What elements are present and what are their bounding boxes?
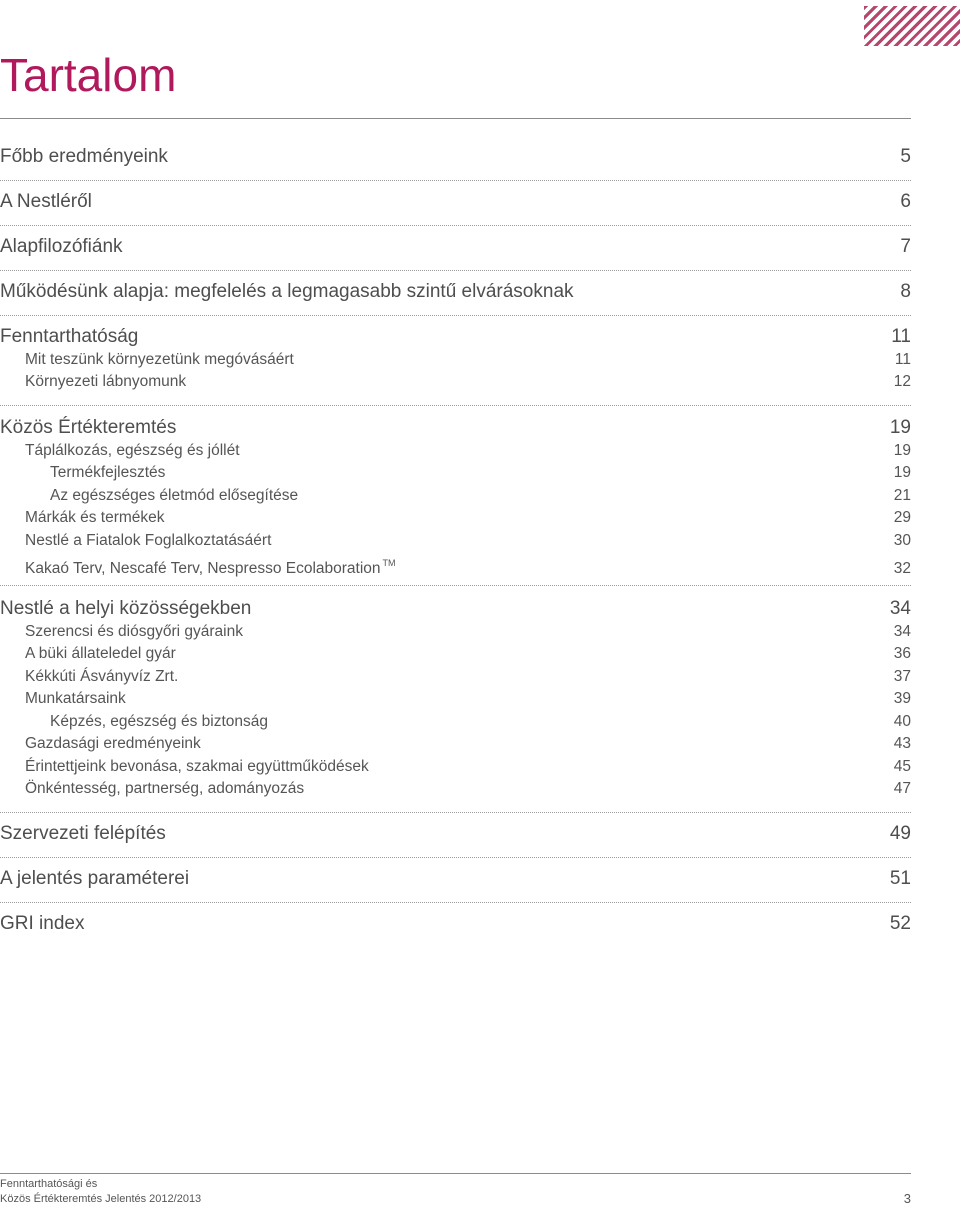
toc-entry[interactable] xyxy=(0,689,911,709)
toc-entry[interactable] xyxy=(0,325,911,349)
toc-entry-title xyxy=(0,912,84,936)
toc-entry-title-text: Mit teszünk környezetünk megóvásáért xyxy=(25,351,294,368)
toc-entry-page-number: 45 xyxy=(893,758,911,775)
footer-line-1: Fenntarthatósági és xyxy=(0,1178,98,1190)
toc-entry-title-text: Közös Értékteremtés xyxy=(0,417,177,438)
toc-entry-title-text: Fenntarthatóság xyxy=(0,326,139,347)
toc-entry-page-number: 32 xyxy=(893,560,911,577)
toc-entry-title xyxy=(50,463,165,483)
toc-entry-page-number: 19 xyxy=(893,464,911,481)
toc-entry-page-number: 11 xyxy=(891,326,911,347)
toc-entry[interactable] xyxy=(0,441,911,461)
toc-entry-title xyxy=(0,190,92,214)
toc-entry[interactable] xyxy=(0,531,911,551)
toc-entry-page-number: 51 xyxy=(889,868,911,889)
toc-entry-title-text: A büki állateledel gyár xyxy=(25,645,176,662)
toc-entry-page-number: 40 xyxy=(893,713,911,730)
toc-entry[interactable] xyxy=(0,145,911,169)
dotted-separator xyxy=(0,902,911,903)
toc-entry-title xyxy=(25,667,178,687)
dotted-separator xyxy=(0,225,911,226)
toc-entry-title xyxy=(25,508,165,528)
toc-entry-title-text: Érintettjeink bevonása, szakmai együttműködések xyxy=(25,758,369,775)
toc-entry-page-number: 52 xyxy=(889,913,911,934)
toc-entry-title xyxy=(25,531,271,551)
toc-entry-title xyxy=(0,867,189,891)
toc-entry-title xyxy=(25,734,201,754)
toc-entry-title-text: Táplálkozás, egészség és jóllét xyxy=(25,442,240,459)
toc-entry-title-text: Munkatársaink xyxy=(25,690,126,707)
toc-entry-title-text: A jelentés paraméterei xyxy=(0,868,190,889)
toc-entry-page-number: 19 xyxy=(893,442,911,459)
toc-entry[interactable] xyxy=(0,280,911,304)
toc-entry[interactable] xyxy=(0,622,911,642)
toc-entry-page-number: 34 xyxy=(893,623,911,640)
toc-entry-title xyxy=(0,416,176,440)
toc-entry-title xyxy=(0,822,166,846)
toc-entry[interactable] xyxy=(0,190,911,214)
toc-entry-title-text: Szervezeti felépítés xyxy=(0,823,166,844)
toc-entry-title-text: GRI index xyxy=(0,913,85,934)
toc-entry-page-number: 6 xyxy=(900,191,911,212)
toc-entry-title xyxy=(25,372,186,392)
toc-entry-page-number: 37 xyxy=(893,668,911,685)
toc-entry-title xyxy=(25,350,294,370)
toc-entry-page-number: 8 xyxy=(900,281,911,302)
toc-entry-title xyxy=(0,325,138,349)
toc-entry[interactable] xyxy=(0,667,911,687)
toc-entry[interactable] xyxy=(0,644,911,664)
toc-entry-page-number: 34 xyxy=(889,598,911,619)
toc-entry-title-text: Kékkúti Ásványvíz Zrt. xyxy=(25,668,179,685)
toc-entry-title-text: Nestlé a helyi közösségekben xyxy=(0,598,252,619)
toc-entry-title-text: Képzés, egészség és biztonság xyxy=(50,713,268,730)
dotted-separator xyxy=(0,585,911,586)
toc-entry-title xyxy=(50,486,298,506)
toc-entry[interactable] xyxy=(0,508,911,528)
toc-entry[interactable] xyxy=(0,822,911,846)
toc-entry-title xyxy=(25,644,176,664)
toc-entry-title-text: Az egészséges életmód elősegítése xyxy=(50,487,299,504)
toc-entry-title xyxy=(0,145,168,169)
toc-entry-title-text: Működésünk alapja: megfelelés a legmagasabb szintű elvárásoknak xyxy=(0,281,574,302)
title-divider xyxy=(0,118,911,119)
toc-entry-title xyxy=(25,441,240,461)
toc-entry[interactable] xyxy=(0,912,911,936)
toc-entry-page-number: 12 xyxy=(893,373,911,390)
footer-line-2: Közös Értékteremtés Jelentés 2012/2013 xyxy=(0,1193,202,1205)
toc-entry-page-number: 11 xyxy=(894,351,911,368)
toc-entry-page-number: 7 xyxy=(900,236,911,257)
toc-entry-title xyxy=(50,712,268,732)
toc-entry-title-text: Alapfilozófiánk xyxy=(0,236,123,257)
toc-entry-title-text: Főbb eredményeink xyxy=(0,146,168,167)
toc-entry-title xyxy=(25,622,243,642)
dotted-separator xyxy=(0,180,911,181)
dotted-separator xyxy=(0,405,911,406)
toc-entry-title-text: Kakaó Terv, Nescafé Terv, Nespresso Ecolaboration xyxy=(25,560,381,577)
toc-entry-title-text: Márkák és termékek xyxy=(25,509,165,526)
toc-entry-title-text: A Nestléről xyxy=(0,191,92,212)
toc-entry-title xyxy=(0,235,123,259)
toc-entry-title xyxy=(0,280,574,304)
toc-entry[interactable] xyxy=(0,597,911,621)
toc-entry-page-number: 21 xyxy=(893,487,911,504)
toc-entry-page-number: 39 xyxy=(893,690,911,707)
toc-entry-page-number: 30 xyxy=(893,532,911,549)
trademark-symbol: TM xyxy=(382,558,396,568)
footer-divider xyxy=(0,1173,911,1174)
toc-entry[interactable] xyxy=(0,779,911,799)
toc-entry-title xyxy=(25,779,304,799)
toc-entry-page-number: 36 xyxy=(893,645,911,662)
dotted-separator xyxy=(0,315,911,316)
footer-report-name xyxy=(0,1177,201,1207)
toc-entry[interactable] xyxy=(0,757,911,777)
dotted-separator xyxy=(0,270,911,271)
toc-entry[interactable] xyxy=(0,235,911,259)
toc-entry[interactable] xyxy=(0,372,911,392)
dotted-separator xyxy=(0,857,911,858)
toc-entry-page-number: 43 xyxy=(893,735,911,752)
toc-entry-page-number: 5 xyxy=(900,146,911,167)
toc-entry-page-number: 29 xyxy=(893,509,911,526)
toc-entry[interactable] xyxy=(0,712,911,732)
toc-entry[interactable] xyxy=(0,553,911,579)
toc-entry[interactable] xyxy=(0,867,911,891)
page-title: Tartalom xyxy=(0,49,177,101)
toc-entry[interactable] xyxy=(0,734,911,754)
toc-entry-title xyxy=(25,553,396,579)
toc-entry-title xyxy=(25,757,369,777)
toc-entry-title-text: Környezeti lábnyomunk xyxy=(25,373,187,390)
toc-entry-page-number: 19 xyxy=(889,417,911,438)
toc-entry-title-text: Gazdasági eredményeink xyxy=(25,735,201,752)
toc-entry-title-text: Termékfejlesztés xyxy=(50,464,166,481)
toc-entry-page-number: 47 xyxy=(893,780,911,797)
footer-page-number: 3 xyxy=(903,1191,911,1206)
toc-entry[interactable] xyxy=(0,486,911,506)
toc-entry-title-text: Szerencsi és diósgyőri gyáraink xyxy=(25,623,243,640)
dotted-separator xyxy=(0,812,911,813)
toc-entry[interactable] xyxy=(0,350,911,370)
toc-entry-title-text: Nestlé a Fiatalok Foglalkoztatásáért xyxy=(25,532,272,549)
toc-entry-title xyxy=(25,689,126,709)
toc-entry[interactable] xyxy=(0,416,911,440)
toc-entry-page-number: 49 xyxy=(889,823,911,844)
toc-entry-title-text: Önkéntesség, partnerség, adományozás xyxy=(25,780,305,797)
decorative-stripes xyxy=(864,6,960,46)
toc-entry-title xyxy=(0,597,251,621)
toc-entry[interactable] xyxy=(0,463,911,483)
